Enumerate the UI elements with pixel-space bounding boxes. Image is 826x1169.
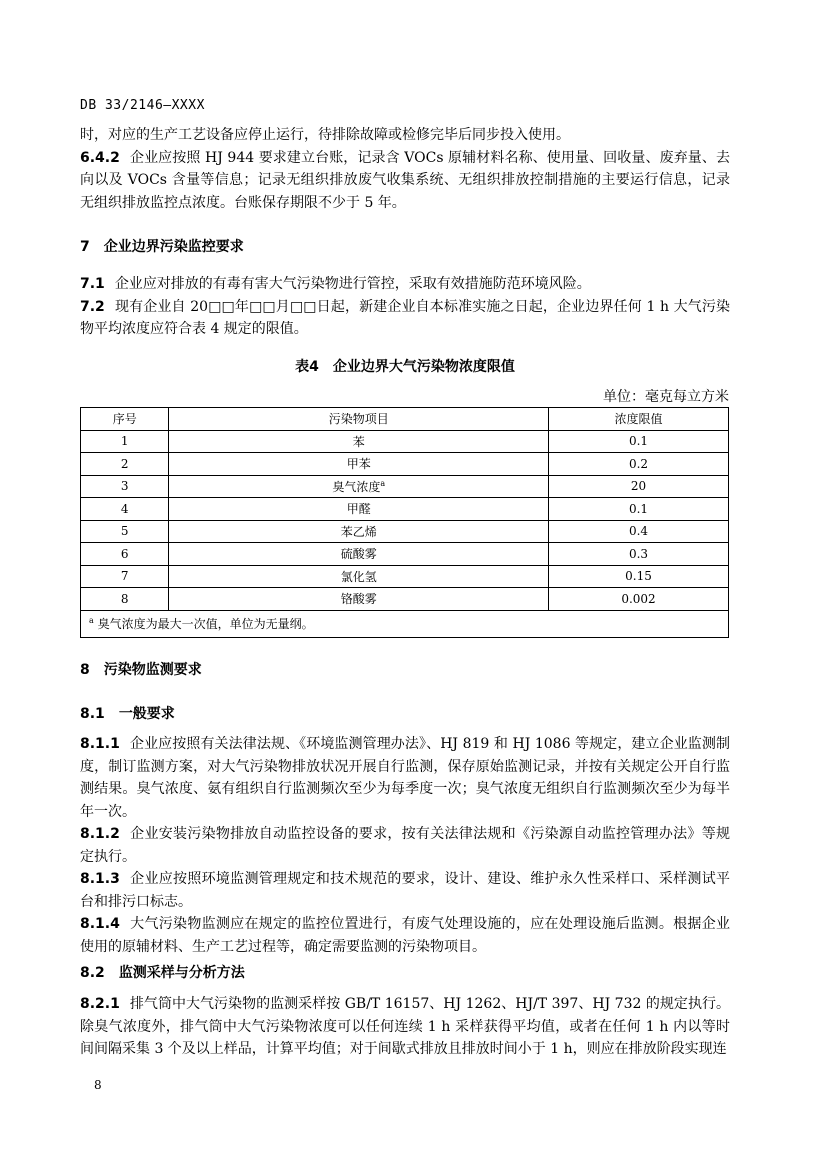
cell-index: 1 [81, 430, 169, 453]
cell-index: 7 [81, 565, 169, 588]
cell-index: 5 [81, 520, 169, 543]
clause-text: 企业应按照 HJ 944 要求建立台账，记录含 VOCs 原辅材料名称、使用量、回收量、废弃量、去向以及 VOCs 含量等信息；记录无组织排放废气收集系统、无组织排放控制措施的主要运行信息，记录无组织排放监控点浓度。台账保存期限不少于 5 年。 [80, 149, 730, 211]
cell-pollutant: 氯化氢 [169, 565, 549, 588]
cell-limit: 0.15 [548, 565, 728, 588]
cell-pollutant: 甲苯 [169, 453, 549, 476]
clause-text: 企业应按照环境监测管理规定和技术规范的要求，设计、建设、维护永久性采样口、采样测试平台和排污口标志。 [80, 871, 730, 910]
table-row [81, 475, 729, 498]
cell-pollutant: 铬酸雾 [169, 588, 549, 611]
clause-text: 企业安装污染物排放自动监控设备的要求，按有关法律法规和《污染源自动监控管理办法》等规定执行。 [80, 826, 730, 865]
clause-8-1-1 [80, 733, 730, 823]
section-8-heading [80, 659, 202, 679]
section-6-text [80, 124, 730, 214]
note-text: 臭气浓度为最大一次值，单位为无量纲。 [97, 617, 314, 631]
table-note-row [81, 610, 729, 637]
clause-8-1-2 [80, 823, 730, 868]
subsection-title: 监测采样与分析方法 [118, 965, 245, 981]
clause-text: 大气污染物监测应在规定的监控位置进行，有废气处理设施的，应在处理设施后监测。根据企业使用的原辅材料、生产工艺过程等，确定需要监测的污染物项目。 [80, 916, 730, 955]
cell-pollutant-with-note [169, 475, 549, 498]
limits-table [80, 407, 729, 638]
cell-limit: 0.3 [548, 543, 728, 566]
clause-number: 8.1.2 [80, 826, 120, 842]
subsection-number: 8.2 [80, 965, 105, 981]
cell-pollutant: 甲醛 [169, 498, 549, 521]
cell-pollutant: 苯 [169, 430, 549, 453]
cell-limit: 0.002 [548, 588, 728, 611]
table-row [81, 520, 729, 543]
section-number: 7 [80, 239, 90, 255]
section-title: 污染物监测要求 [103, 662, 202, 678]
clause-7-1 [80, 273, 730, 296]
clause-6-4-2 [80, 147, 730, 215]
section-number: 8 [80, 662, 90, 678]
footnote-marker: a [380, 478, 386, 488]
clause-7-2 [80, 296, 730, 341]
clause-number: 8.1.4 [80, 916, 120, 932]
cell-index: 2 [81, 453, 169, 476]
clause-number: 6.4.2 [80, 149, 120, 166]
table-row [81, 588, 729, 611]
pollutant-name: 臭气浓度 [332, 479, 381, 494]
table-row [81, 430, 729, 453]
header-cell: 序号 [81, 408, 169, 431]
footnote-marker: a [89, 616, 94, 625]
subsection-8-1-heading [80, 703, 175, 723]
subsection-number: 8.1 [80, 706, 105, 722]
cell-limit: 0.4 [548, 520, 728, 543]
continuation-paragraph: 时，对应的生产工艺设备应停止运行，待排除故障或检修完毕后同步投入使用。 [80, 127, 570, 143]
clause-number: 8.2.1 [80, 996, 120, 1012]
subsection-8-1-text [80, 733, 730, 958]
table-row [81, 565, 729, 588]
header-cell: 浓度限值 [548, 408, 728, 431]
section-7-text [80, 273, 730, 341]
section-title: 企业边界污染监控要求 [103, 239, 244, 255]
cell-limit: 0.1 [548, 498, 728, 521]
clause-8-2-1 [80, 993, 730, 1061]
table-title: 表4 企业边界大气污染物浓度限值 [295, 359, 515, 375]
cell-index: 4 [81, 498, 169, 521]
table-row [81, 498, 729, 521]
clause-number: 7.1 [80, 276, 105, 292]
standard-code: DB 33/2146—XXXX [80, 98, 205, 113]
section-7-heading [80, 236, 244, 256]
clause-text: 排气筒中大气污染物的监测采样按 GB/T 16157、HJ 1262、HJ/T 397、HJ 732 的规定执行。除臭气浓度外，排气筒中大气污染物浓度可以任何连续 1 h 采样获得平均值，或者在任何 1 h 内以等时间间隔采集 3 个及以上样品，计算平均值；对于间歇式排放且排放时间小于 1 h，则应在排放阶段实现连 [80, 996, 730, 1057]
clause-text: 现有企业自 20□□年□□月□□日起，新建企业自本标准实施之日起，企业边界任何 1 h 大气污染物平均浓度应符合表 4 规定的限值。 [80, 298, 730, 337]
page-number: 8 [94, 1078, 102, 1092]
subsection-title: 一般要求 [118, 706, 175, 722]
clause-8-1-3 [80, 868, 730, 913]
subsection-8-2-heading [80, 962, 245, 982]
cell-index: 3 [81, 475, 169, 498]
cell-index: 8 [81, 588, 169, 611]
subsection-8-2-text [80, 993, 730, 1061]
cell-limit: 0.1 [548, 430, 728, 453]
table-row [81, 543, 729, 566]
clause-text: 企业应按照有关法律法规、《环境监测管理办法》、HJ 819 和 HJ 1086 等规定，建立企业监测制度，制订监测方案，对大气污染物排放状况开展自行监测，保存原始监测记录，并按有关规定公开自行监测结果。臭气浓度、氨有组织自行监测频次至少为每季度一次；臭气浓度无组织自行监测频次至少为每半年一次。 [80, 736, 730, 820]
clause-number: 7.2 [80, 298, 105, 315]
clause-number: 8.1.1 [80, 736, 120, 752]
cell-pollutant: 硫酸雾 [169, 543, 549, 566]
table-row [81, 453, 729, 476]
table-note [81, 610, 729, 637]
cell-index: 6 [81, 543, 169, 566]
clause-number: 8.1.3 [80, 871, 120, 887]
cell-limit: 20 [548, 475, 728, 498]
header-cell: 污染物项目 [169, 408, 549, 431]
cell-limit: 0.2 [548, 453, 728, 476]
table-unit: 单位：毫克每立方米 [603, 389, 729, 405]
clause-text: 企业应对排放的有毒有害大气污染物进行管控，采取有效措施防范环境风险。 [114, 276, 591, 292]
cell-pollutant: 苯乙烯 [169, 520, 549, 543]
table-header-row [81, 408, 729, 431]
clause-8-1-4 [80, 913, 730, 958]
